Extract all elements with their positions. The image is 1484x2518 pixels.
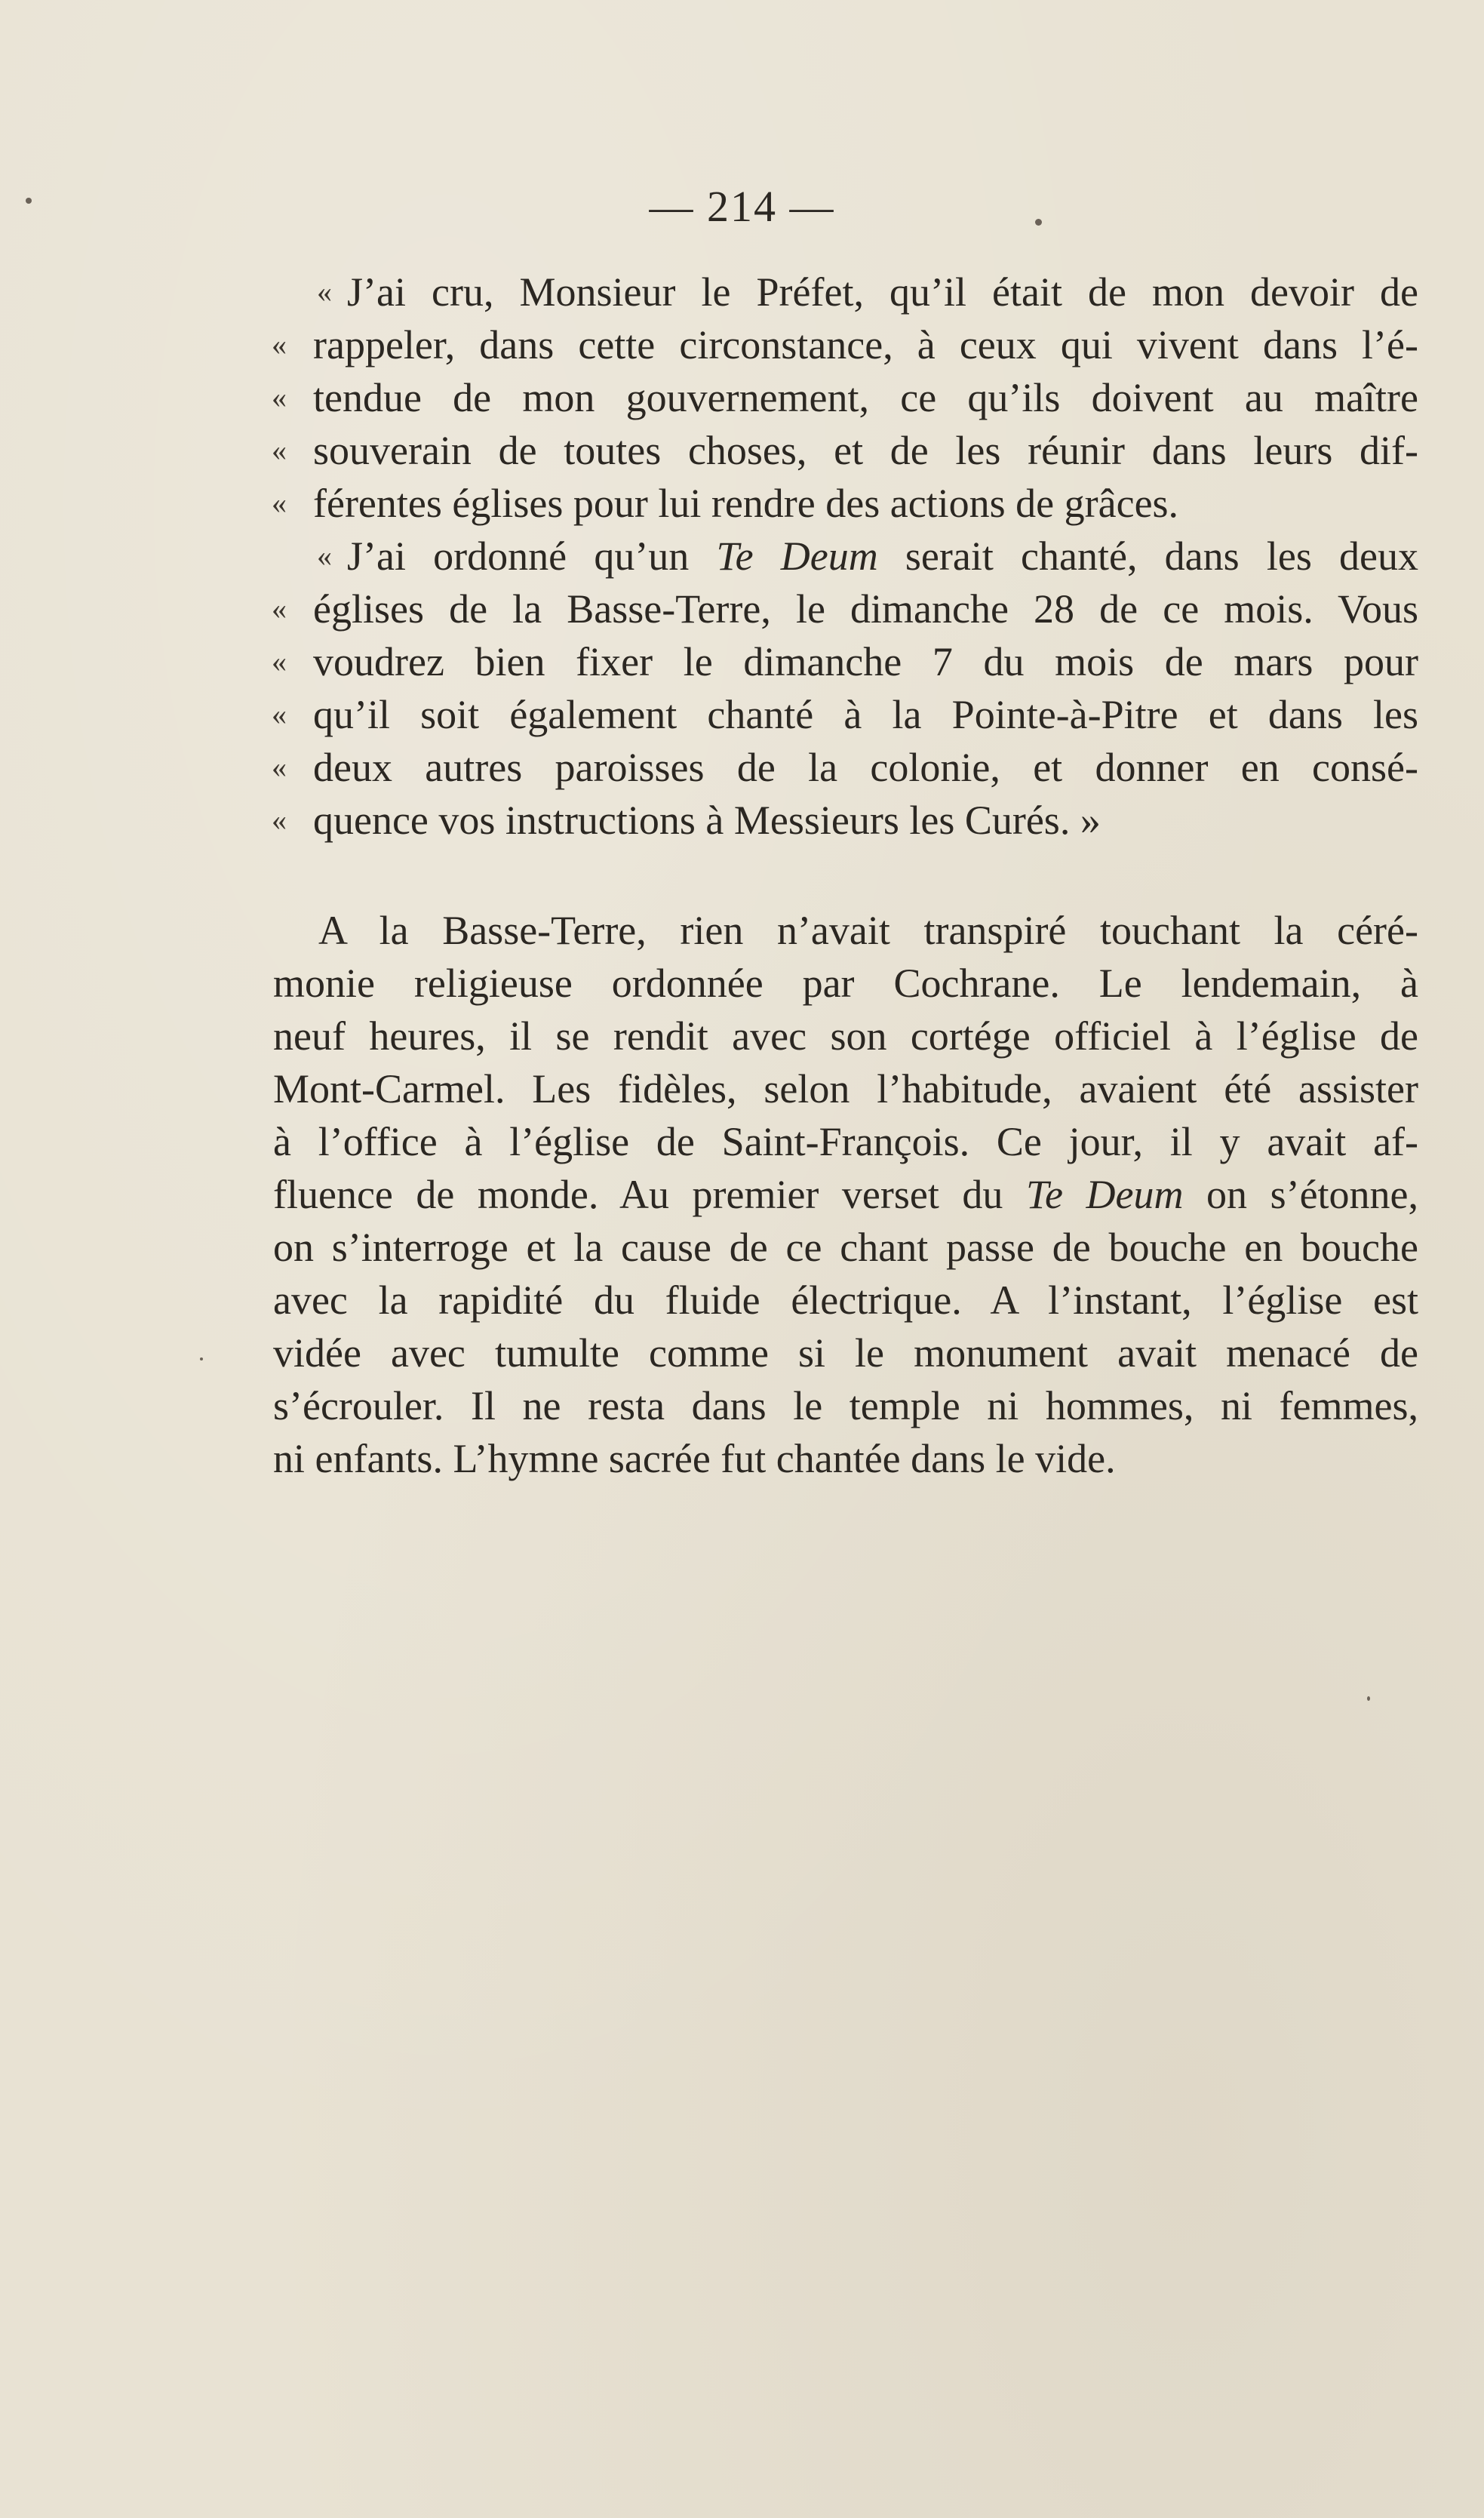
quote-text: rappeler, dans cette circonstance, à ceux qui vivent dans l’é-	[313, 322, 1418, 367]
quote-line	[272, 477, 1418, 530]
paper-speck	[1367, 1696, 1370, 1701]
paragraph-line	[273, 1168, 1418, 1221]
body-paragraph	[273, 904, 1418, 1485]
paragraph-text-part: fluence de monde. Au premier verset du	[273, 1172, 1026, 1217]
quote-text: souverain de toutes choses, et de les réunir dans leurs dif-	[313, 428, 1418, 473]
paragraph-line: vidée avec tumulte comme si le monument avait menacé de	[273, 1330, 1418, 1376]
paragraph-line: neuf heures, il se rendit avec son cortége officiel à l’église de	[273, 1013, 1418, 1059]
paragraph-line: monie religieuse ordonnée par Cochrane. Le lendemain, à	[273, 961, 1418, 1006]
paragraph-line: on s’interroge et la cause de ce chant passe de bouche en bouche	[273, 1225, 1418, 1270]
quote-text: qu’il soit également chanté à la Pointe-à-Pitre et dans les	[313, 692, 1418, 737]
italic-title: Te Deum	[1025, 1172, 1184, 1217]
quote-mark: «	[272, 644, 287, 678]
paragraph-line: Mont-Carmel. Les fidèles, selon l’habitude, avaient été assister	[273, 1066, 1418, 1111]
quote-line	[272, 318, 1418, 371]
paper-speck	[1035, 219, 1042, 226]
paragraph-text-part: on s’étonne,	[1183, 1172, 1419, 1217]
paragraph-line: ni enfants. L’hymne sacrée fut chantée dans le vide.	[273, 1436, 1116, 1481]
quote-mark: «	[272, 327, 287, 361]
paper-speck	[200, 1357, 203, 1360]
quote-line	[272, 371, 1418, 424]
paragraph-line: A la Basse-Terre, rien n’avait transpiré touchant la céré-	[318, 908, 1418, 953]
page-number: — 214 —	[649, 182, 835, 231]
quote-text: deux autres paroisses de la colonie, et donner en consé-	[313, 745, 1418, 790]
italic-title: Te Deum	[716, 533, 878, 579]
quote-mark: «	[272, 697, 287, 731]
quote-mark: «	[272, 750, 287, 784]
quote-mark: «	[272, 380, 287, 414]
quote-line	[272, 741, 1418, 794]
quote-line	[272, 794, 1418, 847]
quoted-letter	[272, 266, 1418, 847]
quote-mark: «	[272, 433, 287, 467]
quote-line	[272, 583, 1418, 635]
paragraph-line: s’écrouler. Il ne resta dans le temple ni hommes, ni femmes,	[273, 1383, 1418, 1428]
quote-mark: «	[272, 592, 287, 626]
quote-mark: «	[272, 803, 287, 837]
quote-text: férentes églises pour lui rendre des actions de grâces.	[313, 481, 1179, 526]
quote-text-part: serait chanté, dans les deux	[877, 533, 1418, 579]
quote-text: voudrez bien fixer le dimanche 7 du mois de mars pour	[313, 639, 1418, 684]
quote-mark: «	[272, 486, 287, 520]
quote-text: tendue de mon gouvernement, ce qu’ils doivent au maître	[313, 375, 1418, 420]
quote-line	[272, 688, 1418, 741]
quote-text: églises de la Basse-Terre, le dimanche 28 de ce mois. Vous	[313, 586, 1418, 632]
quote-line	[272, 635, 1418, 688]
quote-mark: «	[317, 539, 332, 573]
quote-line	[272, 424, 1418, 477]
quote-text	[347, 533, 1418, 579]
paper-speck	[26, 198, 32, 204]
quote-line	[272, 266, 1418, 318]
quote-text: quence vos instructions à Messieurs les Curés. »	[313, 798, 1101, 843]
quote-mark: «	[317, 275, 332, 309]
quote-text-part: J’ai ordonné qu’un	[347, 533, 717, 579]
quote-text: J’ai cru, Monsieur le Préfet, qu’il était de mon devoir de	[347, 269, 1418, 315]
paragraph-line: avec la rapidité du fluide électrique. A l’instant, l’église est	[273, 1277, 1418, 1323]
paragraph-line: à l’office à l’église de Saint-François. Ce jour, il y avait af-	[273, 1119, 1418, 1164]
quote-line	[272, 530, 1418, 583]
